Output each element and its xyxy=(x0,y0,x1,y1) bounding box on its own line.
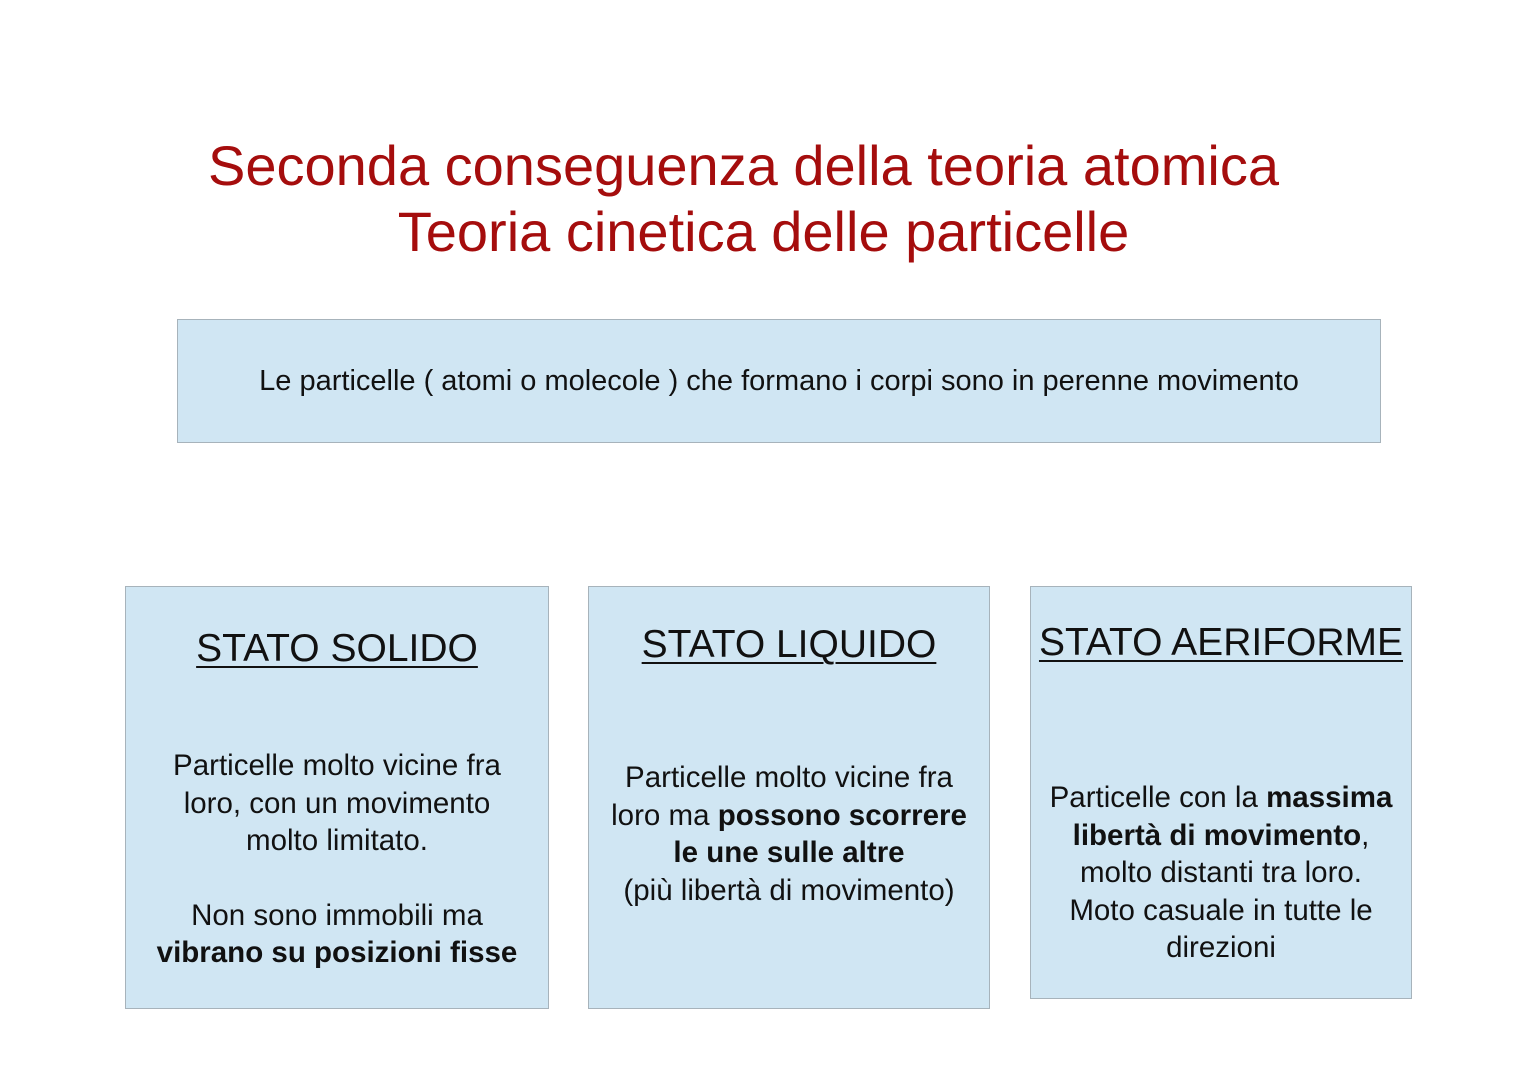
text-segment: loro ma xyxy=(611,798,718,832)
solid-state-heading: STATO SOLIDO xyxy=(196,627,478,670)
solid-state-description xyxy=(126,747,548,972)
text-segment: Particelle con la xyxy=(1049,781,1267,814)
text-line: molto limitato. xyxy=(246,824,428,857)
text-line: Particelle molto vicine fra xyxy=(173,749,501,782)
gas-state-box xyxy=(1030,586,1412,999)
slide-title: Seconda conseguenza della teoria atomica xyxy=(208,134,1279,197)
liquid-state-box xyxy=(588,586,990,1009)
text-line: loro, con un movimento xyxy=(183,786,491,820)
bold-text: possono scorrere xyxy=(717,798,967,832)
bold-text: le une sulle altre xyxy=(673,836,905,869)
liquid-state-description xyxy=(589,759,989,909)
text-segment: , xyxy=(1361,818,1370,852)
liquid-state-heading: STATO LIQUIDO xyxy=(641,623,937,666)
gas-state-heading: STATO AERIFORME xyxy=(1038,621,1404,664)
solid-state-box xyxy=(125,586,549,1009)
bold-text: massima xyxy=(1266,781,1393,814)
intro-text: Le particelle ( atomi o molecole ) che formano i corpi sono in perenne movimento xyxy=(259,364,1299,397)
text-line: direzioni xyxy=(1166,931,1276,964)
gas-state-description xyxy=(1031,779,1411,967)
slide-subtitle: Teoria cinetica delle particelle xyxy=(397,200,1130,263)
bold-text: vibrano su posizioni fisse xyxy=(156,936,518,969)
text-line: Moto casuale in tutte le xyxy=(1069,893,1373,927)
bold-text: libertà di movimento xyxy=(1072,818,1362,852)
text-line: Non sono immobili ma xyxy=(191,898,483,932)
intro-box xyxy=(177,319,1381,443)
text-line: (più libertà di movimento) xyxy=(623,873,955,907)
text-line: molto distanti tra loro. xyxy=(1079,856,1362,889)
text-line: Particelle molto vicine fra xyxy=(625,761,953,794)
